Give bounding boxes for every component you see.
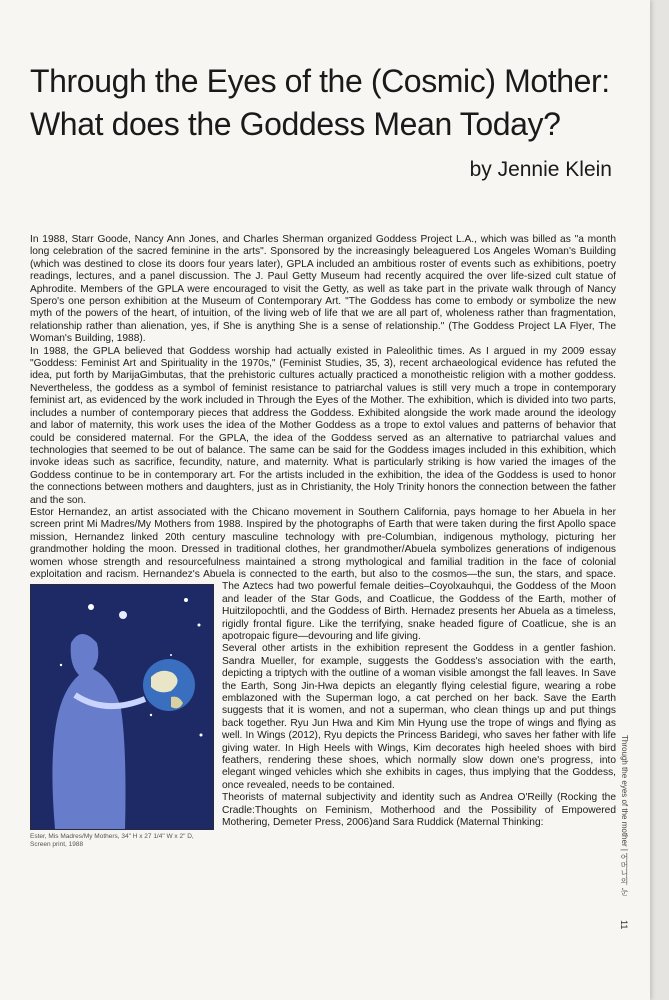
- running-head: Through the eyes of the mother | 어머니의 눈: [620, 735, 629, 896]
- byline: by Jennie Klein: [469, 158, 612, 181]
- figure: [30, 584, 214, 862]
- paragraph-3-part-1: Estor Hernandez, an artist associated with the Chicano movement in Southern California, pays homage to her Abuela in her screen print Mi Madres/My Mothers from 1988. Inspired by the photographs of Earth that were taken during the first Apollo space mission, Hernandez linked 20th century masculine technology with pre-Columbian, indigenous mythology, picturing her grandmother holding the moon. Dressed in traditional clothes, her grandmother/Abuela symbolizes generations of indigenous women whose strength and resourcefulness maintained a strong mythological and familial tradition in the face of colonial exploitation and racism. Hernandez's Abuela is connected to the earth, but also to the cosmos—the sun, the stars, and space. The Aztecs had two powerful female deities–Coyolxauhqui, the Goddess of: [30, 506, 616, 593]
- paragraph-5: Theorists of maternal subjectivity and identity such as Andrea O'Reilly (Rocking the Cradle:Thoughts on Feminism, Motherhood and the Possibility of Empowered Mothering, Demeter Press, 2006)and Sara Ruddick (Maternal Thinking:: [222, 792, 616, 829]
- title-line-2: What does the Goddess Mean Today?: [30, 106, 561, 142]
- artwork-image: [30, 584, 214, 830]
- page-number: 11: [619, 920, 629, 930]
- paragraph-4: Several other artists in the exhibition represent the Goddess in a gentler fashion. Sandra Mueller, for example, suggests the Goddess's association with the earth, depicting a triptych with the outline of a woman visible amongst the fall leaves. In Save the Earth, Song Jin-Hwa depicts an elegantly flying celestial figure, wearing a robe emblazoned with the Superman logo, a cat perched on her back. Save the Earth suggests that it is women, and not a superman, who clean things up and put things back together. Ryu Jun Hwa and Kim Min Hyung use the trope of wings and flying as well. In Wings (2012), Ryu depicts the Princess Baridegi, who saves her father with life giving water. In High Heels with Wings, Kim decorates high heeled shoes with bird feathers, rendering these shoes, which normally slow down one's progress, into elegant winged vehicles which she exhibits in cages, thus implying that the Goddess, once revealed, needs to be contained.: [222, 643, 616, 791]
- article-body: [30, 234, 616, 862]
- paragraph-1: In 1988, Starr Goode, Nancy Ann Jones, and Charles Sherman organized Goddess Project L.A., which was billed as "a month long celebration of the sacred feminine in the arts". Sponsored by the increasingly beleaguered Los Angeles Woman's Building (which was destined to close its doors four years later), GPLA included an ambitious roster of events such as exhibitions, poetry readings, lectures, and a panel discussion. The J. Paul Getty Museum had recently acquired the over life-sized cult statue of Aphrodite. Members of the GPLA were encouraged to visit the Getty, as well as take part in the private walk through of Nancy Spero's one person exhibition at the Museum of Contemporary Art. "The Goddess has come to embody or symbolize the new myth of the powers of the heart, of intuition, of the living web of life that we are all part of, wholeness rather than fragmentation, relationship rather than alienation, yes, if She is anything She is a sense of relationship." (The Goddess Project LA Flyer, The Woman's Building, 1988).: [30, 234, 616, 345]
- article-title: [30, 60, 630, 146]
- title-line-1: Through the Eyes of the (Cosmic) Mother:: [30, 63, 610, 99]
- figure-caption: Ester, Mis Madres/My Mothers, 34" H x 27 1/4" W x 2" D, Screen print, 1988: [30, 833, 194, 849]
- paragraph-2: In 1988, the GPLA believed that Goddess worship had actually existed in Paleolithic times. As I argued in my 2009 essay "Goddess: Feminist Art and Spirituality in the 1970s," (Feminist Studies, 35, 3), recent archaeological evidence has refuted the idea, put forth by MarijaGimbutas, that the prehistoric cultures actually practiced a monotheistic religion with a mother goddess. Nevertheless, the goddess as a symbol of feminist resistance to patriarchal values is still very much a trope in contemporary feminist art, as evidenced by the work included in Through the Eyes of the Mother. The exhibition, which is divided into two parts, includes a number of contemporary pieces that address the Goddess. Exhibited alongside the work made around the ideology and labor of maternity, this work uses the idea of the Mother Goddess as a trope to extol values and patterns of behavior that could be considered maternal. For the GPLA, the idea of the Goddess served as an alternative to patriarchal values and technologies that seemed to be out of balance. The same can be said for the Goddess images included in this exhibition, which invoke ideas such as sacrifice, fecundity, nature, and maternity. What is particularly striking is how varied the images of the Goddess continue to be in contemporary art. For the artists included in the exhibition, the idea of the Goddess is used to honor the connections between mothers and daughters, just as in Christianity, the Holy Trinity honors the connection between the father and the son.: [30, 345, 616, 506]
- paragraph-3-part-2: the Moon and leader of the Star Gods, and Coatlicue, the Goddess of the Earth, mother of Huitzilopochtli, and the Goddess of Birth. Hernadez presents her Abuela as a timeless, rigidly frontal figure. Like the terrifying, snake headed figure of Coatlicue, she is an apotropaic figure—devouring and life giving.: [222, 581, 616, 642]
